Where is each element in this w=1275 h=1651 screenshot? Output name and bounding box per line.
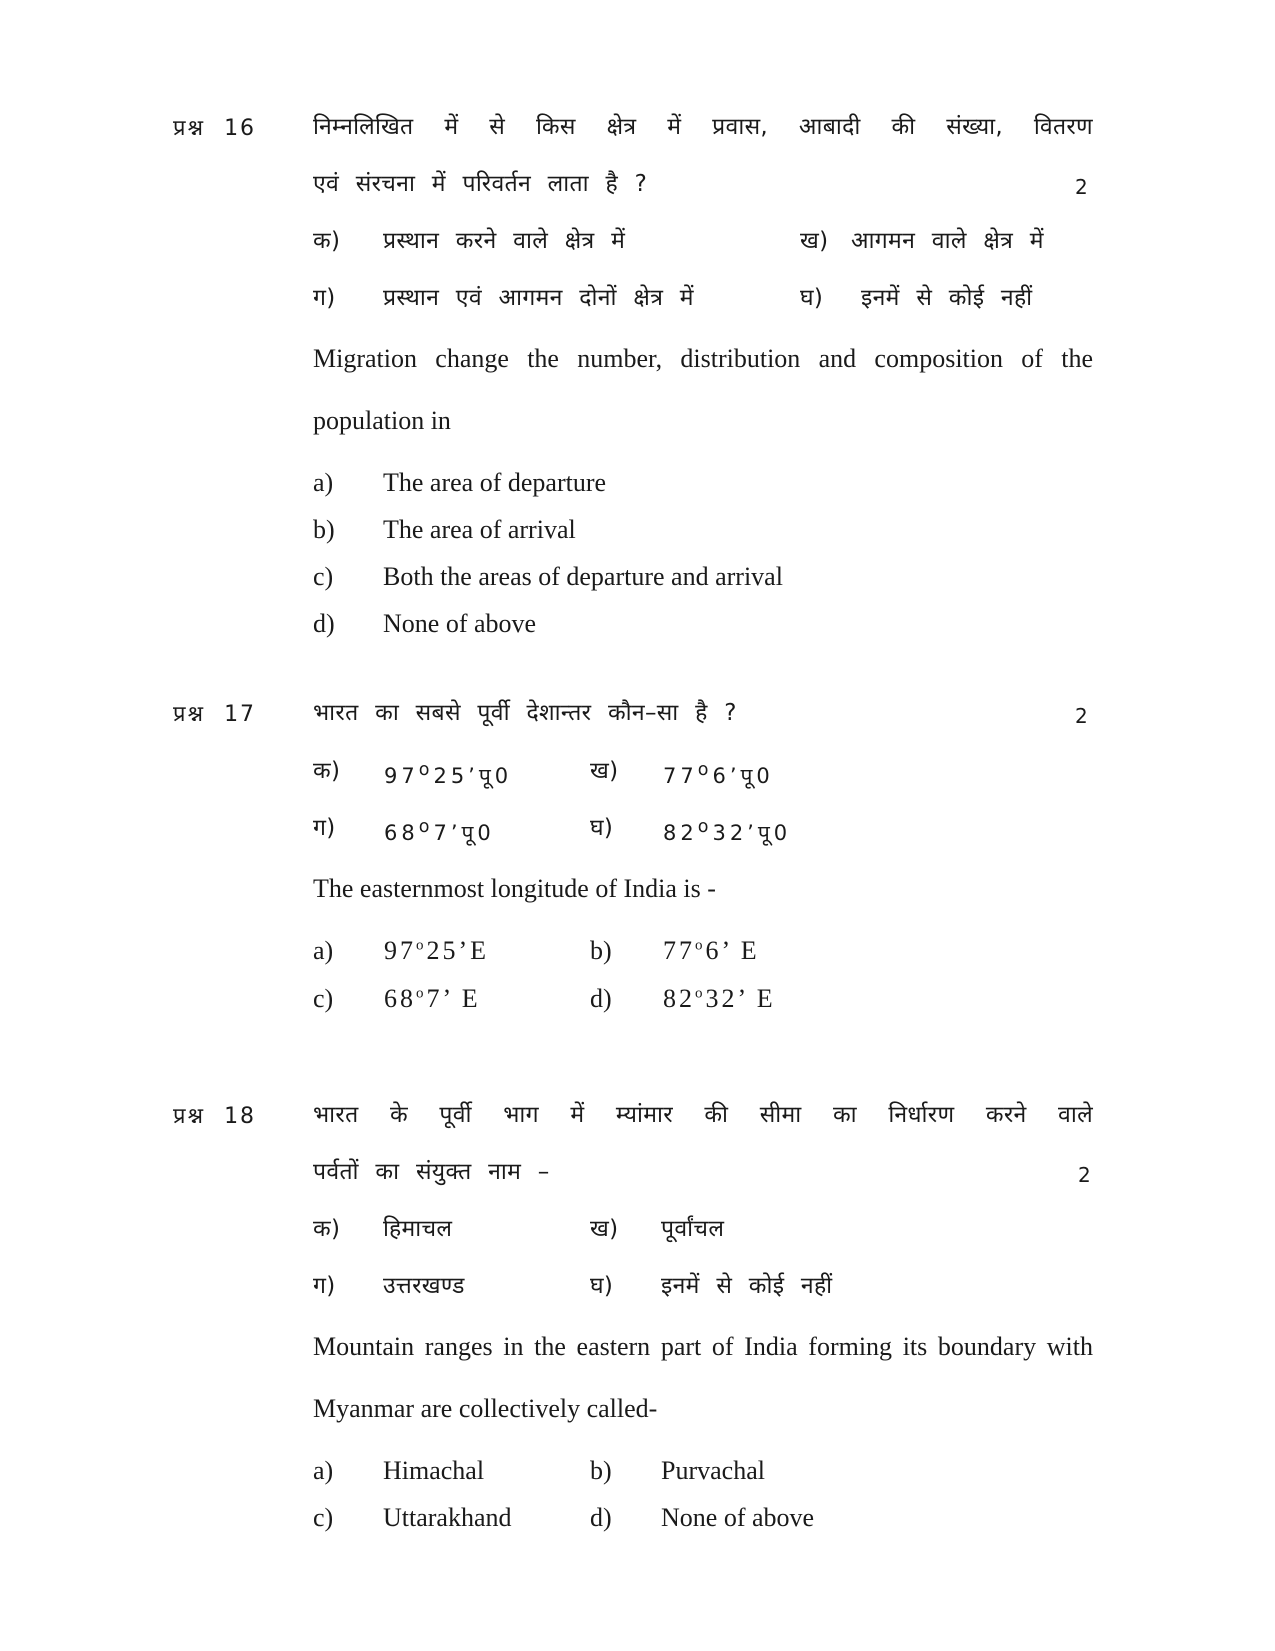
q17-hindi-option-value: 97$^o$25’पू0 (384, 760, 513, 788)
q18-english-option-key: d) (590, 1503, 612, 1532)
q16-hindi-option-text: आगमन वाले क्षेत्र में (851, 228, 1044, 254)
q16-label: प्रश्न 16 (173, 116, 257, 141)
q18-hindi-option-key: क) (313, 1216, 341, 1242)
q16-english-line2: population in (313, 406, 451, 435)
q16-hindi-line2: एवं संरचना में परिवर्तन लाता है ? (313, 171, 648, 197)
q16-english-option-key: a) (313, 468, 334, 497)
q16-hindi-option-key: क) (313, 228, 341, 254)
q16-hindi-option-key: घ) (800, 285, 824, 311)
q17-hindi-option-value: 82$^o$32’पू0 (663, 817, 792, 845)
q17-english-option-value: 77$^o$6’ E (663, 936, 760, 965)
q16-english-option-key: d) (313, 609, 335, 638)
q18-english-line2: Myanmar are collectively called- (313, 1394, 658, 1423)
q18-hindi-option-text: इनमें से कोई नहीं (661, 1273, 833, 1299)
q16-hindi-line1: निम्नलिखित में से किस क्षेत्र में प्रवास, आबादी की संख्या, वितरण (313, 114, 1093, 140)
q16-english-option-text: None of above (383, 609, 537, 638)
q18-english-option-key: a) (313, 1456, 334, 1485)
q17-hindi-question: भारत का सबसे पूर्वी देशान्तर कौन–सा है ? (313, 700, 737, 726)
q17-english-option-key: c) (313, 984, 334, 1013)
q16-english-line1: Migration change the number, distribution and composition of the (313, 344, 1093, 373)
q17-english-option-value: 97$^o$25’E (384, 936, 490, 965)
q18-label: प्रश्न 18 (173, 1104, 257, 1129)
q18-english-option-text: Purvachal (661, 1456, 765, 1485)
q16-hindi-option-text: प्रस्थान करने वाले क्षेत्र में (383, 228, 626, 254)
q16-hindi-option-key: ख) (800, 228, 829, 254)
q18-english-option-text: None of above (661, 1503, 815, 1532)
q17-english-option-key: b) (590, 936, 612, 965)
q16-hindi-option-key: ग) (313, 285, 336, 311)
q17-hindi-option-key: ख) (590, 758, 619, 784)
q18-marks: 2 (1078, 1163, 1091, 1187)
q17-english-option-value: 82$^o$32’ E (663, 984, 776, 1013)
q16-english-option-key: c) (313, 562, 334, 591)
q17-english-option-value: 68$^o$7’ E (384, 984, 481, 1013)
q18-english-option-key: b) (590, 1456, 612, 1485)
q18-hindi-line2: पर्वतों का संयुक्त नाम – (313, 1159, 550, 1185)
q16-hindi-option-text: इनमें से कोई नहीं (861, 285, 1033, 311)
q17-hindi-option-value: 68$^o$7’पू0 (384, 817, 495, 845)
q16-english-option-text: The area of arrival (383, 515, 576, 544)
q16-english-option-key: b) (313, 515, 335, 544)
q18-hindi-option-text: उत्तरखण्ड (383, 1273, 465, 1299)
q18-english-option-text: Himachal (383, 1456, 485, 1485)
q18-english-option-key: c) (313, 1503, 334, 1532)
q18-hindi-option-key: घ) (590, 1273, 614, 1299)
q16-english-option-text: Both the areas of departure and arrival (383, 562, 783, 591)
q18-hindi-option-text: हिमाचल (383, 1216, 453, 1242)
q18-hindi-option-text: पूर्वांचल (661, 1216, 725, 1242)
q17-hindi-option-key: ग) (313, 815, 336, 841)
q17-marks: 2 (1075, 704, 1088, 728)
q18-hindi-option-key: ख) (590, 1216, 619, 1242)
q17-label: प्रश्न 17 (173, 702, 257, 727)
q16-hindi-option-text: प्रस्थान एवं आगमन दोनों क्षेत्र में (383, 285, 694, 311)
q18-english-line1: Mountain ranges in the eastern part of India forming its boundary with (313, 1332, 1093, 1361)
q16-english-option-text: The area of departure (383, 468, 607, 497)
q18-hindi-line1: भारत के पूर्वी भाग में म्यांमार की सीमा का निर्धारण करने वाले (313, 1102, 1093, 1128)
q17-hindi-option-value: 77$^o$6’पू0 (663, 760, 774, 788)
q16-marks: 2 (1075, 175, 1088, 199)
q17-english-option-key: a) (313, 936, 334, 965)
q17-hindi-option-key: क) (313, 758, 341, 784)
q17-hindi-option-key: घ) (590, 815, 614, 841)
q17-english-question: The easternmost longitude of India is - (313, 874, 716, 903)
q18-english-option-text: Uttarakhand (383, 1503, 512, 1532)
q17-english-option-key: d) (590, 984, 612, 1013)
q18-hindi-option-key: ग) (313, 1273, 336, 1299)
